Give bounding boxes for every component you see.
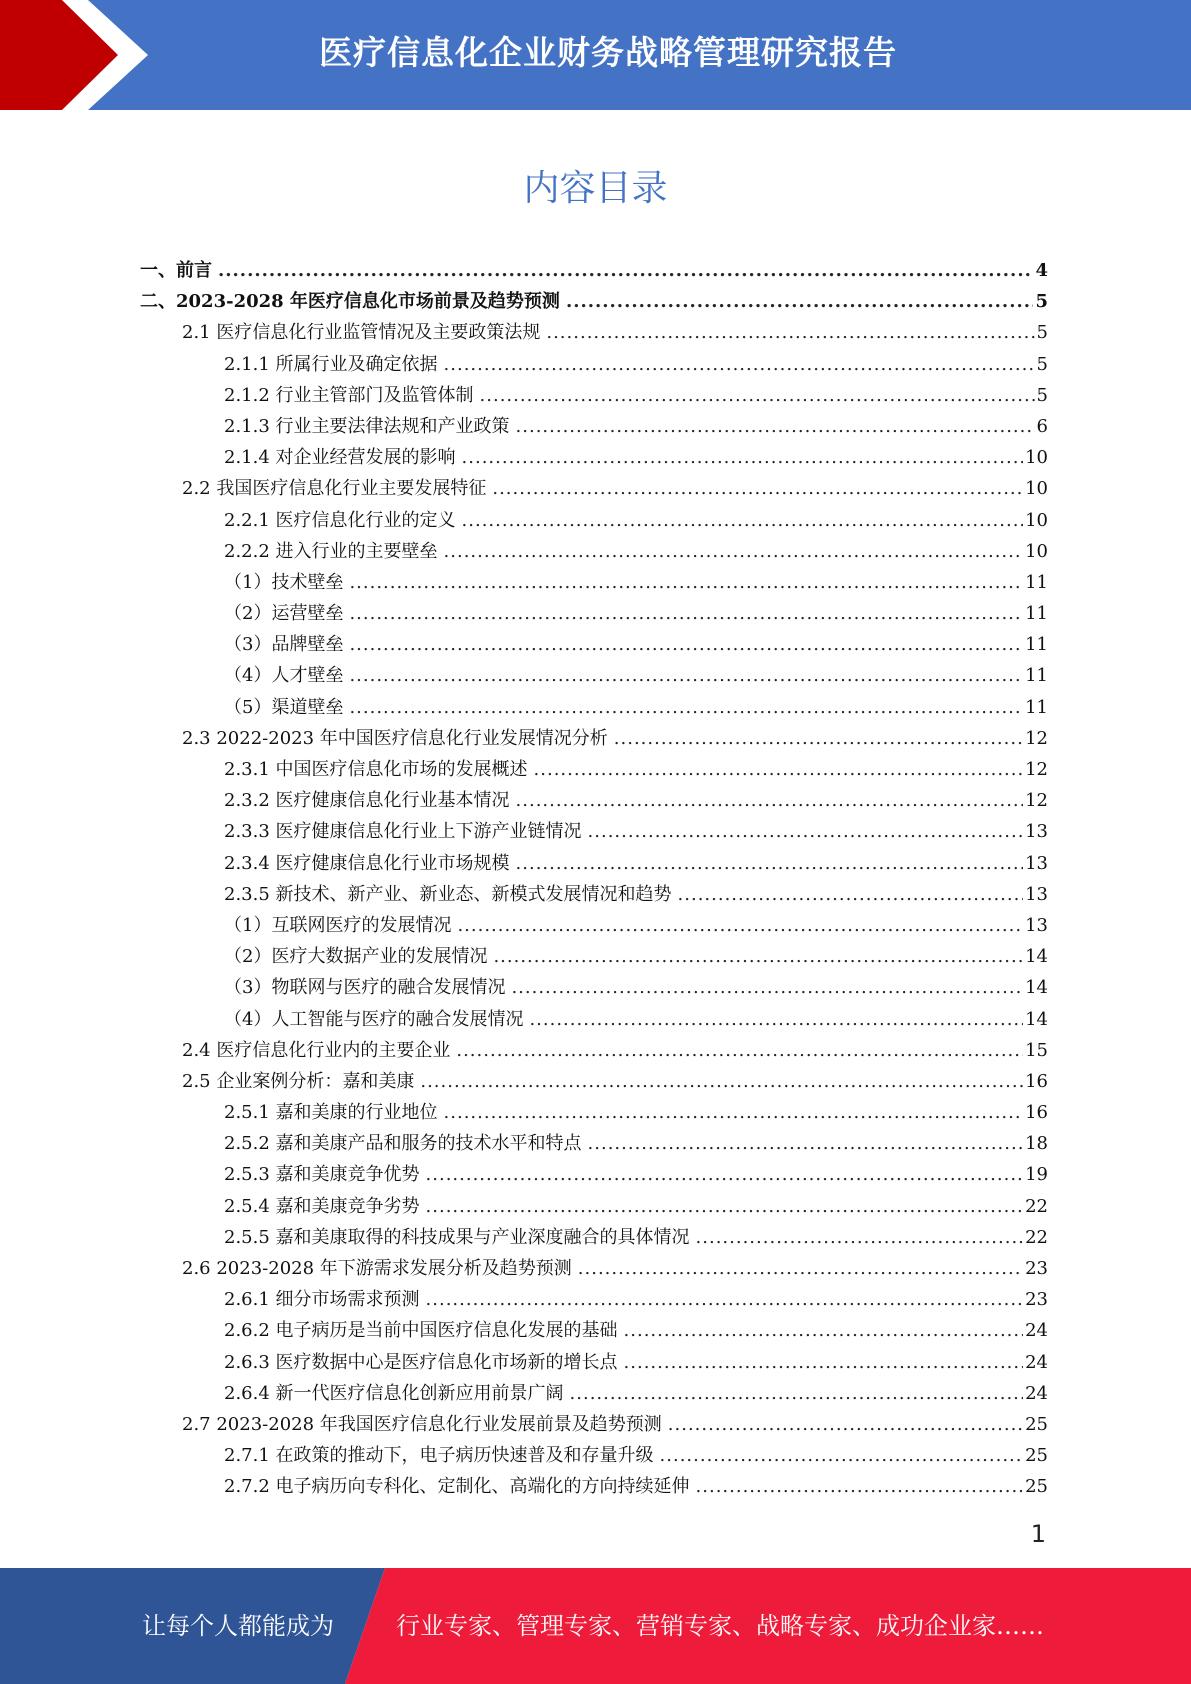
toc-entry-page: 25: [1025, 1413, 1048, 1435]
toc-entry-label: （4）人工智能与医疗的融合发展情况: [224, 1008, 524, 1030]
page-header: [0, 0, 1191, 110]
footer-slogan-left: 让每个人都能成为: [142, 1612, 334, 1640]
toc-entry[interactable]: [140, 317, 1048, 348]
toc-leader-dots: [578, 1253, 1023, 1284]
toc-entry-label: 2.1.1 所属行业及确定依据: [224, 353, 438, 375]
toc-entry[interactable]: [140, 660, 1048, 691]
toc-leader-dots: [426, 1191, 1024, 1222]
toc-entry-page: 24: [1025, 1351, 1048, 1373]
toc-entry[interactable]: [140, 286, 1048, 317]
toc-entry[interactable]: [140, 1284, 1048, 1315]
toc-entry-label: 2.5.4 嘉和美康竞争劣势: [224, 1195, 420, 1217]
toc-leader-dots: [444, 536, 1024, 567]
toc-entry-page: 12: [1025, 727, 1048, 749]
toc-entry-label: （2）运营壁垒: [224, 603, 344, 625]
toc-entry[interactable]: [140, 1222, 1048, 1253]
toc-entry-page: 13: [1025, 914, 1048, 936]
toc-heading: 内容目录: [523, 168, 668, 209]
toc-entry-label: （5）渠道壁垒: [224, 696, 344, 718]
toc-entry[interactable]: [140, 1191, 1048, 1222]
toc-entry-page: 23: [1025, 1289, 1048, 1311]
toc-leader-dots: [529, 1004, 1023, 1035]
toc-leader-dots: [696, 1471, 1024, 1502]
toc-entry-label: 2.3.5 新技术、新产业、新业态、新模式发展情况和趋势: [224, 883, 672, 905]
toc-entry[interactable]: [140, 598, 1048, 629]
toc-entry[interactable]: [140, 723, 1048, 754]
toc-entry[interactable]: [140, 473, 1048, 504]
toc-entry-label: 2.2.1 医疗信息化行业的定义: [224, 509, 456, 531]
toc-leader-dots: [516, 848, 1024, 879]
toc-entry-page: 10: [1025, 540, 1048, 562]
toc-entry-label: 2.5.3 嘉和美康竞争优势: [224, 1164, 420, 1186]
toc-leader-dots: [493, 941, 1023, 972]
toc-entry[interactable]: [140, 1409, 1048, 1440]
toc-leader-dots: [444, 1097, 1024, 1128]
toc-entry-label: 2.7 2023-2028 年我国医疗信息化行业发展前景及趋势预测: [182, 1413, 662, 1435]
toc-entry-page: 18: [1025, 1133, 1048, 1155]
toc-leader-dots: [624, 1315, 1024, 1346]
toc-entry-page: 14: [1025, 1008, 1048, 1030]
toc-entry-page: 10: [1025, 509, 1048, 531]
toc-leader-dots: [444, 349, 1035, 380]
toc-entry-page: 4: [1035, 260, 1048, 281]
toc-entry-page: 11: [1025, 665, 1048, 687]
toc-leader-dots: [480, 380, 1035, 411]
toc-leader-dots: [426, 1159, 1024, 1190]
toc-entry-page: 15: [1025, 1039, 1048, 1061]
toc-entry-label: 2.5.2 嘉和美康产品和服务的技术水平和特点: [224, 1133, 582, 1155]
toc-entry[interactable]: [140, 536, 1048, 567]
toc-leader-dots: [566, 286, 1034, 317]
toc-entry-label: 2.7.1 在政策的推动下，电子病历快速普及和存量升级: [224, 1445, 654, 1467]
toc-entry[interactable]: [140, 910, 1048, 941]
toc-entry[interactable]: [140, 816, 1048, 847]
toc-entry-page: 19: [1025, 1164, 1048, 1186]
toc-leader-dots: [516, 411, 1035, 442]
toc-entry[interactable]: [140, 380, 1048, 411]
toc-entry-label: 2.6 2023-2028 年下游需求发展分析及趋势预测: [182, 1258, 572, 1279]
toc-entry[interactable]: [140, 442, 1048, 473]
toc-entry[interactable]: [140, 349, 1048, 380]
toc-entry-label: 2.3 2022-2023 年中国医疗信息化行业发展情况分析: [182, 727, 608, 749]
toc-leader-dots: [660, 1440, 1024, 1471]
toc-entry-page: 5: [1036, 353, 1048, 375]
toc-entry[interactable]: [140, 1378, 1048, 1409]
toc-entry-label: 2.4 医疗信息化行业内的主要企业: [182, 1039, 451, 1061]
toc-entry[interactable]: [140, 1253, 1048, 1284]
toc-leader-dots: [678, 879, 1024, 910]
toc-leader-dots: [457, 910, 1023, 941]
toc-leader-dots: [624, 1347, 1024, 1378]
footer-slogan-right: 行业专家、管理专家、营销专家、战略专家、成功企业家……: [396, 1612, 1044, 1640]
toc-entry-label: 2.3.2 医疗健康信息化行业基本情况: [224, 790, 510, 812]
toc-entry-page: 13: [1025, 883, 1048, 905]
toc-entry-label: 2.1.2 行业主管部门及监管体制: [224, 384, 474, 406]
toc-leader-dots: [614, 723, 1023, 754]
toc-entry-page: 11: [1025, 696, 1048, 718]
toc-entry-label: （2）医疗大数据产业的发展情况: [224, 946, 488, 968]
toc-leader-dots: [668, 1409, 1023, 1440]
table-of-contents: [140, 255, 1048, 1503]
toc-entry-label: （1）互联网医疗的发展情况: [224, 914, 452, 936]
toc-entry-page: 16: [1025, 1102, 1048, 1124]
toc-entry[interactable]: [140, 941, 1048, 972]
toc-entry[interactable]: [140, 1347, 1048, 1378]
toc-entry[interactable]: [140, 972, 1048, 1003]
toc-entry-label: 2.5.1 嘉和美康的行业地位: [224, 1102, 438, 1124]
toc-entry-label: （3）物联网与医疗的融合发展情况: [224, 977, 506, 999]
toc-entry-label: 2.1.3 行业主要法律法规和产业政策: [224, 415, 510, 437]
toc-entry-label: 一、前言: [140, 260, 212, 281]
toc-entry-page: 11: [1025, 571, 1048, 593]
toc-entry[interactable]: [140, 754, 1048, 785]
page-number: 1: [1030, 1520, 1046, 1548]
toc-entry-label: （4）人才壁垒: [224, 665, 344, 687]
toc-entry-page: 22: [1025, 1195, 1048, 1217]
toc-entry-label: （1）技术壁垒: [224, 571, 344, 593]
toc-entry-page: 25: [1025, 1445, 1048, 1467]
toc-entry-page: 23: [1025, 1258, 1048, 1279]
toc-entry-page: 14: [1025, 946, 1048, 968]
toc-entry-label: 2.1 医疗信息化行业监管情况及主要政策法规: [182, 322, 541, 344]
toc-entry[interactable]: [140, 848, 1048, 879]
toc-entry-label: 2.6.1 细分市场需求预测: [224, 1289, 420, 1311]
toc-entry[interactable]: [140, 1035, 1048, 1066]
toc-entry[interactable]: [140, 1128, 1048, 1159]
toc-entry[interactable]: [140, 879, 1048, 910]
toc-entry-page: 16: [1025, 1070, 1048, 1092]
toc-entry-page: 12: [1025, 790, 1048, 812]
toc-entry-page: 5: [1036, 322, 1048, 344]
toc-leader-dots: [349, 567, 1023, 598]
report-title: 医疗信息化企业财务战略管理研究报告: [319, 33, 897, 72]
toc-entry-label: 2.1.4 对企业经营发展的影响: [224, 447, 456, 469]
toc-entry-label: 2.6.3 医疗数据中心是医疗信息化市场新的增长点: [224, 1351, 618, 1373]
toc-entry-label: 2.5.5 嘉和美康取得的科技成果与产业深度融合的具体情况: [224, 1226, 690, 1248]
toc-entry-label: 2.3.1 中国医疗信息化市场的发展概述: [224, 759, 528, 780]
toc-entry[interactable]: [140, 1471, 1048, 1502]
toc-entry-label: 2.3.4 医疗健康信息化行业市场规模: [224, 852, 510, 874]
toc-entry-label: （3）品牌壁垒: [224, 634, 344, 656]
toc-leader-dots: [349, 629, 1023, 660]
toc-leader-dots: [696, 1222, 1024, 1253]
toc-entry[interactable]: [140, 1097, 1048, 1128]
toc-leader-dots: [462, 442, 1024, 473]
toc-leader-dots: [570, 1378, 1024, 1409]
toc-entry-page: 24: [1025, 1382, 1048, 1404]
toc-entry-label: 2.3.3 医疗健康信息化行业上下游产业链情况: [224, 821, 582, 843]
toc-entry-page: 6: [1036, 415, 1048, 437]
toc-entry-label: 2.5 企业案例分析：嘉和美康: [182, 1070, 415, 1092]
toc-leader-dots: [349, 660, 1023, 691]
toc-entry-page: 5: [1036, 384, 1048, 406]
toc-entry[interactable]: [140, 692, 1048, 723]
toc-entry[interactable]: [140, 1066, 1048, 1097]
toc-entry-page: 5: [1035, 291, 1048, 313]
toc-entry-label: 二、2023-2028 年医疗信息化市场前景及趋势预测: [140, 291, 560, 313]
toc-entry[interactable]: [140, 1159, 1048, 1190]
toc-entry[interactable]: [140, 411, 1048, 442]
toc-entry-page: 25: [1025, 1476, 1048, 1498]
toc-leader-dots: [511, 972, 1023, 1003]
toc-entry-label: 2.6.4 新一代医疗信息化创新应用前景广阔: [224, 1382, 564, 1404]
toc-entry[interactable]: [140, 505, 1048, 536]
toc-entry-page: 13: [1025, 852, 1048, 874]
toc-leader-dots: [426, 1284, 1024, 1315]
toc-leader-dots: [420, 1066, 1023, 1097]
toc-leader-dots: [588, 816, 1024, 847]
toc-leader-dots: [516, 785, 1024, 816]
toc-leader-dots: [456, 1035, 1023, 1066]
toc-entry-page: 10: [1025, 447, 1048, 469]
toc-entry-page: 11: [1025, 634, 1048, 656]
toc-entry-label: 2.2 我国医疗信息化行业主要发展特征: [182, 478, 487, 500]
toc-entry[interactable]: [140, 1440, 1048, 1471]
toc-leader-dots: [546, 317, 1034, 348]
toc-leader-dots: [462, 505, 1024, 536]
toc-entry[interactable]: [140, 567, 1048, 598]
toc-entry-page: 12: [1025, 759, 1048, 780]
toc-entry-page: 10: [1025, 478, 1048, 500]
toc-leader-dots: [534, 754, 1024, 785]
toc-entry[interactable]: [140, 1004, 1048, 1035]
toc-leader-dots: [349, 692, 1023, 723]
toc-entry-page: 22: [1025, 1226, 1048, 1248]
toc-entry[interactable]: [140, 785, 1048, 816]
toc-entry-page: 13: [1025, 821, 1048, 843]
toc-entry-page: 24: [1025, 1320, 1048, 1342]
toc-leader-dots: [492, 473, 1023, 504]
toc-entry-label: 2.2.2 进入行业的主要壁垒: [224, 540, 438, 562]
toc-entry-label: 2.6.2 电子病历是当前中国医疗信息化发展的基础: [224, 1320, 618, 1342]
toc-leader-dots: [349, 598, 1023, 629]
toc-leader-dots: [218, 255, 1033, 286]
toc-entry[interactable]: [140, 255, 1048, 286]
toc-entry-page: 14: [1025, 977, 1048, 999]
page-footer: [0, 1568, 1191, 1684]
toc-entry-label: 2.7.2 电子病历向专科化、定制化、高端化的方向持续延伸: [224, 1476, 690, 1498]
toc-entry[interactable]: [140, 629, 1048, 660]
toc-entry[interactable]: [140, 1315, 1048, 1346]
toc-leader-dots: [588, 1128, 1024, 1159]
toc-entry-page: 11: [1025, 603, 1048, 625]
